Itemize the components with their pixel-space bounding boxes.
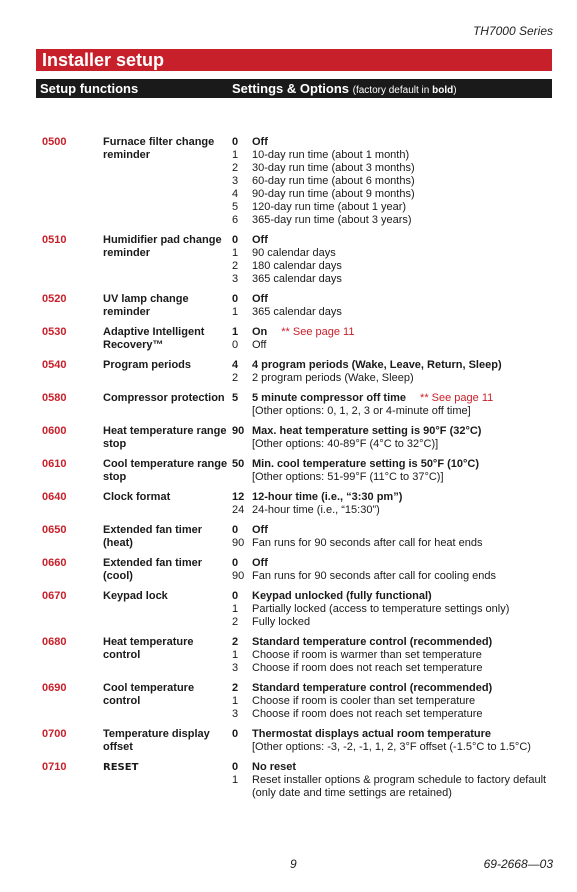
option-item [232, 662, 562, 675]
function-code: 0540 [42, 359, 67, 371]
options-list [232, 234, 562, 286]
option-value: 0 [232, 557, 239, 569]
option-value: 90 [232, 425, 245, 437]
option-text-wrap [252, 471, 562, 484]
option-text-wrap [252, 504, 562, 517]
function-code: 0690 [42, 682, 67, 694]
function-name: Program periods [103, 359, 192, 371]
option-text: [Other options: 51-99°F (11°C to 37°C)] [252, 471, 444, 483]
option-text: [Other options: 0, 1, 2, 3 or 4-minute off time] [252, 405, 471, 417]
option-value: 5 [232, 392, 239, 404]
option-text-wrap [252, 590, 562, 603]
function-code: 0510 [42, 234, 67, 246]
option-text: Standard temperature control (recommended) [252, 682, 493, 694]
function-name: Keypad lock [103, 590, 168, 602]
option-item [232, 537, 562, 550]
function-name: UV lamp change reminder [103, 293, 189, 318]
function-name: Heat temperature control [103, 636, 194, 661]
see-page-note: ** See page 11 [281, 326, 355, 338]
option-text: [Other options: 40-89°F (4°C to 32°C)] [252, 438, 439, 450]
option-item [232, 708, 562, 721]
function-code: 0610 [42, 458, 67, 470]
option-text-wrap [252, 438, 562, 451]
option-text-wrap [252, 188, 562, 201]
option-text-wrap [252, 247, 562, 260]
option-item [232, 162, 562, 175]
option-text-wrap [252, 149, 562, 162]
option-value: 3 [232, 662, 239, 674]
option-text-wrap [252, 682, 562, 695]
function-name: Humidifier pad change reminder [103, 234, 222, 259]
option-value: 0 [232, 234, 239, 246]
option-value: 50 [232, 458, 245, 470]
option-text-wrap [252, 524, 562, 537]
option-value: 1 [232, 603, 239, 615]
option-text: No reset [252, 761, 297, 773]
options-list [232, 326, 562, 352]
option-item [232, 590, 562, 603]
function-name: Extended fan timer (cool) [103, 557, 203, 582]
option-item [232, 787, 562, 800]
function-name: Adaptive Intelligent Recovery™ [103, 326, 205, 351]
options-list [232, 728, 562, 754]
option-text-wrap [252, 636, 562, 649]
see-page-note: ** See page 11 [420, 392, 494, 404]
option-text: Off [252, 136, 268, 148]
option-value: 3 [232, 273, 239, 285]
function-code: 0650 [42, 524, 67, 536]
option-item [232, 636, 562, 649]
option-value: 0 [232, 590, 239, 602]
function-code: 0700 [42, 728, 67, 740]
option-text-wrap [252, 260, 562, 273]
option-item [232, 458, 562, 471]
option-value: 1 [232, 649, 239, 661]
option-value: 24 [232, 504, 245, 516]
option-value: 0 [232, 136, 239, 148]
option-value: 12 [232, 491, 245, 503]
option-value: 0 [232, 728, 239, 740]
option-text-wrap [252, 339, 562, 352]
factory-default-note [353, 85, 457, 96]
option-text: 60-day run time (about 6 months) [252, 175, 415, 187]
option-value: 1 [232, 774, 239, 786]
option-text: 10-day run time (about 1 month) [252, 149, 410, 161]
option-text: 120-day run time (about 1 year) [252, 201, 407, 213]
option-text-wrap [252, 787, 562, 800]
option-item [232, 326, 562, 339]
option-text: Fully locked [252, 616, 311, 628]
options-list [232, 524, 562, 550]
option-value [232, 438, 252, 451]
option-text-wrap [252, 741, 562, 754]
option-item [232, 741, 562, 754]
option-text: Fan runs for 90 seconds after call for heat ends [252, 537, 483, 549]
section-title: Installer setup [36, 49, 552, 71]
page-number: 9 [290, 857, 297, 871]
option-text-wrap [252, 392, 562, 405]
option-value: 3 [232, 708, 239, 720]
settings-header-label: Settings & Options [232, 81, 349, 96]
option-value [232, 471, 252, 484]
options-list [232, 761, 562, 800]
option-item [232, 695, 562, 708]
option-value: 1 [232, 326, 239, 338]
option-value: 0 [232, 339, 239, 351]
option-item [232, 761, 562, 774]
option-text-wrap [252, 201, 562, 214]
option-text-wrap [252, 491, 562, 504]
function-code: 0530 [42, 326, 67, 338]
option-text: Off [252, 293, 268, 305]
function-name: Cool temperature control [103, 682, 195, 707]
options-list [232, 682, 562, 721]
option-text: 5 minute compressor off time [252, 392, 407, 404]
option-item [232, 372, 562, 385]
option-text: Thermostat displays actual room temperature [252, 728, 492, 740]
options-list [232, 491, 562, 517]
note-bold: bold [432, 85, 454, 96]
option-text-wrap [252, 293, 562, 306]
option-item [232, 557, 562, 570]
option-item [232, 306, 562, 319]
option-text-wrap [252, 425, 562, 438]
option-text: 24-hour time (i.e., “15:30”) [252, 504, 380, 516]
option-item [232, 260, 562, 273]
series-label: TH7000 Series [472, 24, 553, 38]
option-text-wrap [252, 728, 562, 741]
option-text: Partially locked (access to temperature settings only) [252, 603, 510, 615]
option-text-wrap [252, 234, 562, 247]
option-text-wrap [252, 306, 562, 319]
option-value: 1 [232, 247, 239, 259]
options-list [232, 425, 562, 451]
function-code: 0640 [42, 491, 67, 503]
options-list [232, 458, 562, 484]
options-list [232, 293, 562, 319]
option-value: 6 [232, 214, 239, 226]
column-header-settings [232, 79, 457, 100]
options-list [232, 557, 562, 583]
option-item [232, 616, 562, 629]
option-item [232, 149, 562, 162]
option-text: Keypad unlocked (fully functional) [252, 590, 432, 602]
option-value: 1 [232, 149, 239, 161]
option-value: 2 [232, 260, 239, 272]
option-text-wrap [252, 570, 562, 583]
option-item [232, 293, 562, 306]
option-text: Standard temperature control (recommended) [252, 636, 493, 648]
option-item [232, 774, 562, 787]
function-code: 0660 [42, 557, 67, 569]
option-text-wrap [252, 662, 562, 675]
note-pre: (factory default in [352, 85, 433, 96]
option-text-wrap [252, 162, 562, 175]
option-item [232, 214, 562, 227]
option-text-wrap [252, 774, 562, 787]
option-text-wrap [252, 405, 562, 418]
option-item [232, 201, 562, 214]
options-list [232, 359, 562, 385]
option-value: 0 [232, 761, 239, 773]
function-code: 0680 [42, 636, 67, 648]
option-item [232, 682, 562, 695]
function-code: 0670 [42, 590, 67, 602]
option-item [232, 649, 562, 662]
function-name: Cool temperature range stop [103, 458, 228, 483]
option-text-wrap [252, 326, 562, 339]
option-item [232, 728, 562, 741]
function-name: Compressor protection [103, 392, 225, 404]
document-number: 69-2668—03 [483, 857, 553, 871]
option-text: (only date and time settings are retained) [252, 787, 452, 799]
option-item [232, 188, 562, 201]
option-text: 365 calendar days [252, 273, 342, 285]
option-text-wrap [252, 136, 562, 149]
option-text: 90 calendar days [252, 247, 336, 259]
option-text-wrap [252, 175, 562, 188]
option-value: 1 [232, 306, 239, 318]
option-text: 12-hour time (i.e., “3:30 pm”) [252, 491, 403, 503]
option-text: Choose if room does not reach set temperature [252, 662, 483, 674]
option-text-wrap [252, 372, 562, 385]
option-text-wrap [252, 649, 562, 662]
column-header-functions: Setup functions [40, 81, 139, 96]
option-item [232, 175, 562, 188]
option-text: On [252, 326, 268, 338]
option-text-wrap [252, 616, 562, 629]
option-value: 2 [232, 636, 239, 648]
option-text: Off [252, 339, 267, 351]
function-name: Furnace filter change reminder [103, 136, 215, 161]
option-text-wrap [252, 557, 562, 570]
function-code: 0520 [42, 293, 67, 305]
option-value [232, 741, 252, 754]
function-name: Extended fan timer (heat) [103, 524, 203, 549]
option-text: 4 program periods (Wake, Leave, Return, Sleep) [252, 359, 502, 371]
option-text: Off [252, 557, 268, 569]
option-text-wrap [252, 214, 562, 227]
option-item [232, 392, 562, 405]
option-text: Choose if room does not reach set temperature [252, 708, 483, 720]
option-text: Choose if room is cooler than set temperature [252, 695, 476, 707]
option-item [232, 504, 562, 517]
options-list [232, 136, 562, 227]
option-item [232, 603, 562, 616]
option-text: [Other options: -3, -2, -1, 1, 2, 3°F offset (-1.5°C to 1.5°C) [252, 741, 531, 753]
options-list [232, 590, 562, 629]
option-text-wrap [252, 695, 562, 708]
function-code: 0580 [42, 392, 67, 404]
option-value: 5 [232, 201, 239, 213]
option-item [232, 524, 562, 537]
option-item [232, 425, 562, 438]
option-item [232, 234, 562, 247]
option-value: 2 [232, 162, 239, 174]
options-list [232, 392, 562, 418]
option-value: 3 [232, 175, 239, 187]
option-text: 30-day run time (about 3 months) [252, 162, 415, 174]
function-code: 0500 [42, 136, 67, 148]
option-value: 2 [232, 682, 239, 694]
option-item [232, 136, 562, 149]
option-text: Fan runs for 90 seconds after call for cooling ends [252, 570, 496, 582]
option-item [232, 438, 562, 451]
option-text: 90-day run time (about 9 months) [252, 188, 415, 200]
option-value: 4 [232, 359, 239, 371]
option-value: 0 [232, 524, 239, 536]
function-name: Temperature display offset [103, 728, 210, 753]
function-name: Heat temperature range stop [103, 425, 227, 450]
option-text-wrap [252, 603, 562, 616]
option-text: Off [252, 234, 268, 246]
option-item [232, 570, 562, 583]
option-value: 4 [232, 188, 239, 200]
option-value: 0 [232, 293, 239, 305]
function-code: 0600 [42, 425, 67, 437]
function-name: RESET [103, 762, 139, 773]
option-text: Off [252, 524, 268, 536]
option-item [232, 491, 562, 504]
option-text: Max. heat temperature setting is 90°F (32°C) [252, 425, 482, 437]
option-value: 2 [232, 616, 239, 628]
option-text: Min. cool temperature setting is 50°F (10°C) [252, 458, 480, 470]
option-item [232, 247, 562, 260]
option-value [232, 787, 252, 800]
option-value: 90 [232, 570, 245, 582]
option-text-wrap [252, 537, 562, 550]
option-text-wrap [252, 458, 562, 471]
option-text: Choose if room is warmer than set temperature [252, 649, 482, 661]
function-code: 0710 [42, 761, 67, 773]
option-value [232, 405, 252, 418]
option-text: Reset installer options & program schedule to factory default [252, 774, 547, 786]
option-item [232, 273, 562, 286]
option-text: 2 program periods (Wake, Sleep) [252, 372, 414, 384]
option-text-wrap [252, 708, 562, 721]
option-item [232, 471, 562, 484]
option-text-wrap [252, 359, 562, 372]
option-value: 2 [232, 372, 239, 384]
function-name: Clock format [103, 491, 171, 503]
note-post: ) [453, 85, 457, 96]
option-text: 180 calendar days [252, 260, 342, 272]
option-text: 365 calendar days [252, 306, 342, 318]
option-text-wrap [252, 273, 562, 286]
option-item [232, 405, 562, 418]
option-item [232, 359, 562, 372]
option-text: 365-day run time (about 3 years) [252, 214, 412, 226]
option-value: 1 [232, 695, 239, 707]
table-header [36, 79, 552, 98]
option-item [232, 339, 562, 352]
option-value: 90 [232, 537, 245, 549]
options-list [232, 636, 562, 675]
option-text-wrap [252, 761, 562, 774]
